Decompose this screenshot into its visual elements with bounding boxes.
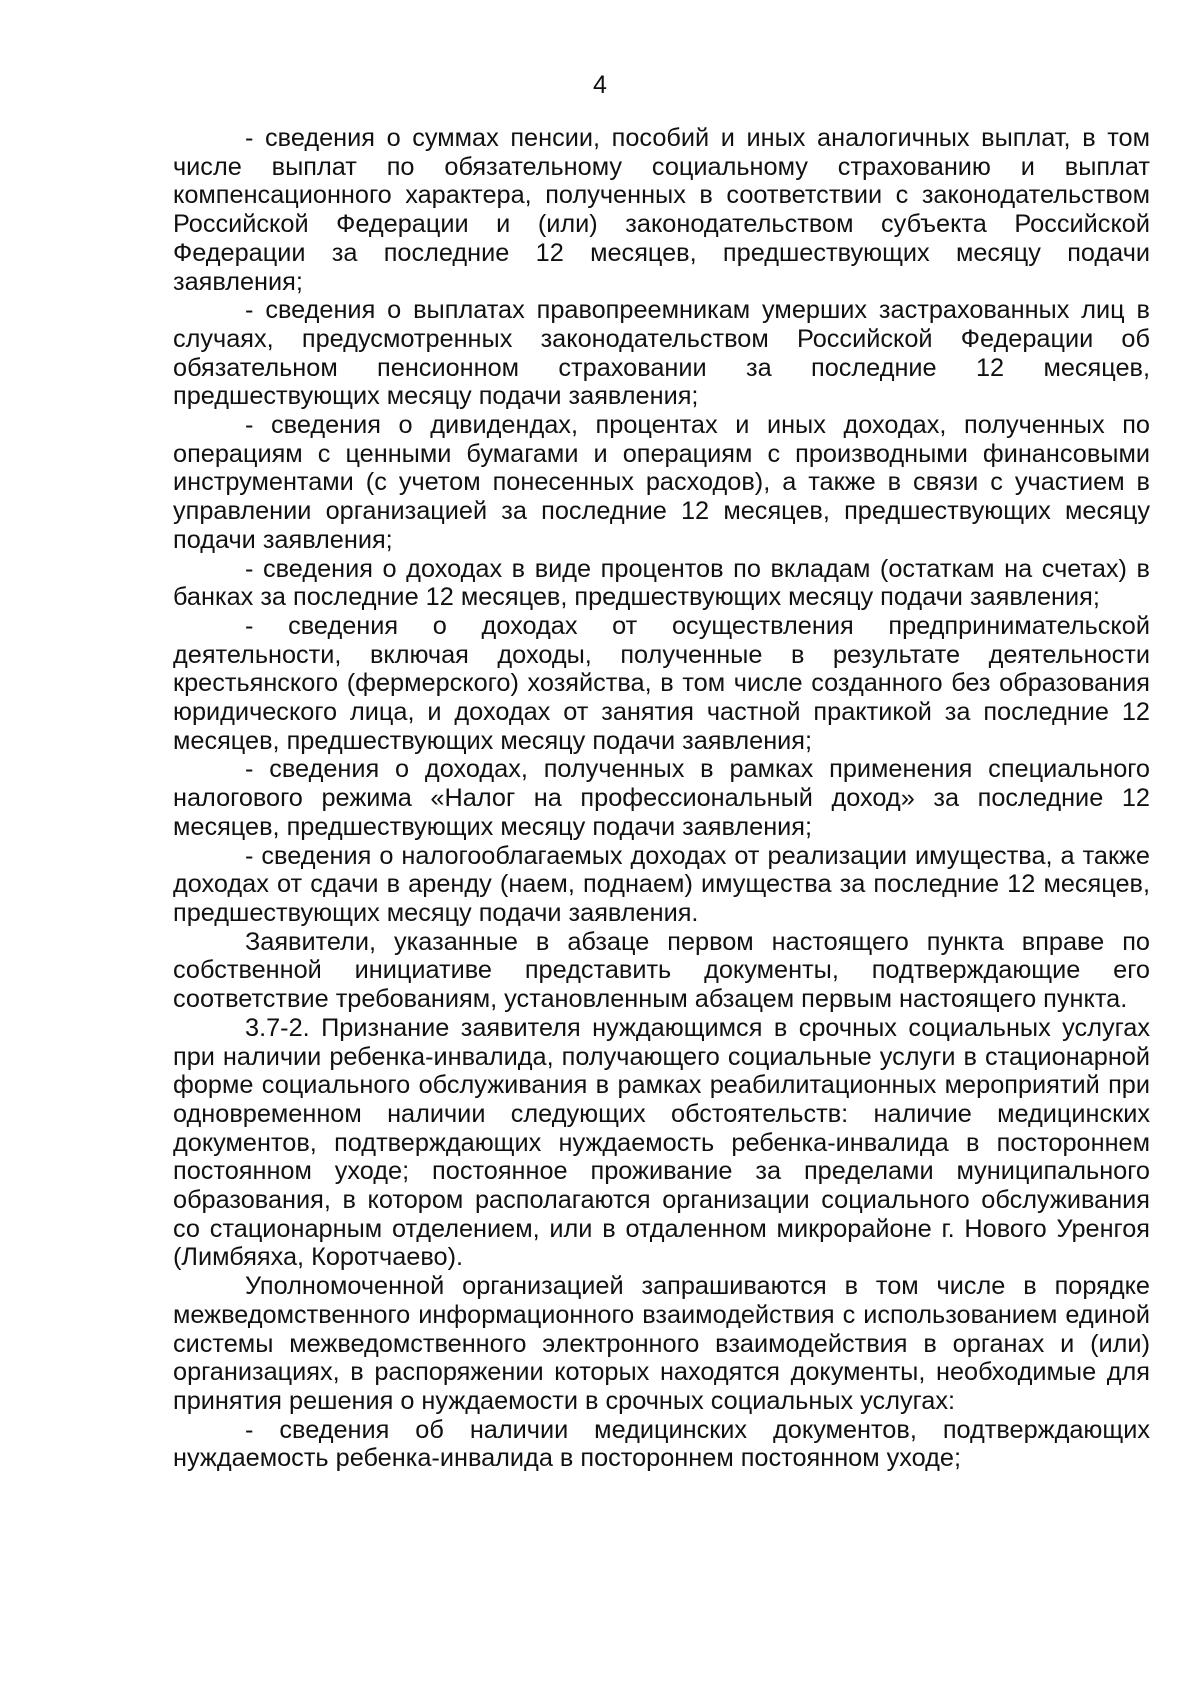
paragraph-clause-3-7-2: 3.7-2. Признание заявителя нуждающимся в срочных социальных услугах при наличии ребенка-инвалида, получающего социальные услуги в стационарной форме социального обслуживания в рамках реабилитационных мероприятий при одновременном наличии следующих обстоятельств: наличие медицинских документов, подтверждающих нуждаемость ребенка-инвалида в постороннем постоянном уходе; постоянное проживание за пределами муниципального образования, в котором располагаются организации социального обслуживания со стационарным отделением, или в отдаленном микрорайоне г. Нового Уренгоя (Лимбяяха, Коротчаево). — [173, 1013, 1150, 1272]
paragraph-property-income: - сведения о налогооблагаемых доходах от реализации имущества, а также доходах от сдачи в аренду (наем, поднаем) имущества за последние 12 месяцев, предшествующих месяцу подачи заявления. — [173, 841, 1150, 927]
document-body — [173, 124, 1150, 1473]
paragraph-pension-info: - сведения о суммах пенсии, пособий и иных аналогичных выплат, в том числе выплат по обязательному социальному страхованию и выплат компенсационного характера, полученных в соответствии с законодательством Российской Федерации и (или) законодательством субъекта Российской Федерации за последние 12 месяцев, предшествующих месяцу подачи заявления; — [173, 124, 1150, 296]
paragraph-successor-payments: - сведения о выплатах правопреемникам умерших застрахованных лиц в случаях, предусмотренных законодательством Российской Федерации об обязательном пенсионном страховании за последние 12 месяцев, предшествующих месяцу подачи заявления; — [173, 296, 1150, 411]
page-number: 4 — [593, 71, 607, 99]
paragraph-business-income: - сведения о доходах от осуществления предпринимательской деятельности, включая доходы, полученные в результате деятельности крестьянского (фермерского) хозяйства, в том числе созданного без образования юридического лица, и доходах от занятия частной практикой за последние 12 месяцев, предшествующих месяцу подачи заявления; — [173, 611, 1150, 755]
paragraph-dividends: - сведения о дивидендах, процентах и иных доходах, полученных по операциям с ценными бумагами и операциям с производными финансовыми инструментами (с учетом понесенных расходов), а также в связи с участием в управлении организацией за последние 12 месяцев, предшествующих месяцу подачи заявления; — [173, 411, 1150, 554]
paragraph-deposit-interest: - сведения о доходах в виде процентов по вкладам (остаткам на счетах) в банках за последние 12 месяцев, предшествующих месяцу подачи заявления; — [173, 554, 1150, 612]
paragraph-medical-documents: - сведения об наличии медицинских документов, подтверждающих нуждаемость ребенка-инвалида в постороннем постоянном уходе; — [173, 1415, 1150, 1473]
paragraph-applicant-initiative: Заявители, указанные в абзаце первом настоящего пункта вправе по собственной инициативе представить документы, подтверждающие его соответствие требованиям, установленным абзацем первым настоящего пункта. — [173, 927, 1150, 1014]
paragraph-interagency-request: Уполномоченной организацией запрашиваются в том числе в порядке межведомственного информационного взаимодействия с использованием единой системы межведомственного электронного взаимодействия в органах и (или) организациях, в распоряжении которых находятся документы, необходимые для принятия решения о нуждаемости в срочных социальных услугах: — [173, 1272, 1150, 1415]
paragraph-professional-income-tax: - сведения о доходах, полученных в рамках применения специального налогового режима «Налог на профессиональный доход» за последние 12 месяцев, предшествующих месяцу подачи заявления; — [173, 755, 1150, 841]
